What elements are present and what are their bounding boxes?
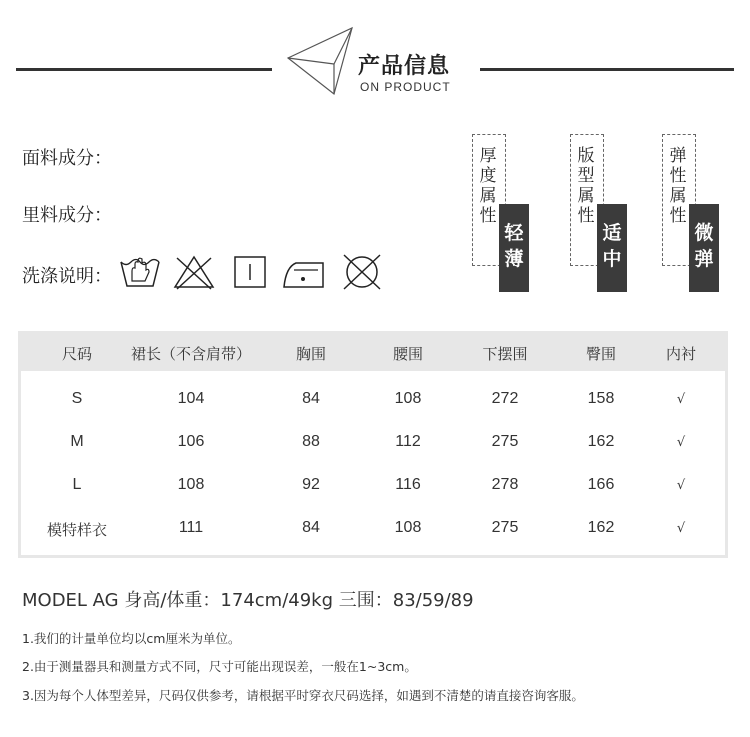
attribute-label: 弹性属性 [669, 146, 687, 226]
lining-label: 里料成分： [22, 205, 112, 226]
table-cell: S [71, 390, 83, 407]
table-cell: 模特样衣 [46, 521, 107, 539]
table-header-cell: 内衬 [665, 345, 696, 363]
table-cell: 116 [395, 476, 421, 493]
table-cell: √ [676, 478, 686, 493]
table-header-cell: 臀围 [585, 345, 616, 363]
triangle-logo-icon [282, 24, 358, 100]
table-cell: 275 [491, 433, 519, 450]
table-cell: 111 [178, 519, 204, 536]
low-iron-icon [282, 253, 326, 291]
attribute-label: 厚度属性 [479, 146, 497, 226]
table-cell: 108 [177, 476, 205, 493]
hand-wash-icon [118, 253, 162, 291]
table-cell: 88 [302, 433, 320, 450]
no-dry-clean-icon [340, 253, 384, 291]
table-cell: √ [676, 435, 686, 450]
table-cell: 275 [491, 519, 519, 536]
table-cell: 108 [394, 519, 422, 536]
size-table [18, 331, 728, 558]
table-cell: 162 [587, 519, 615, 536]
table-cell: 112 [395, 433, 421, 450]
table-cell: √ [676, 392, 686, 407]
attribute-value-badge: 适中 [597, 204, 627, 292]
table-header-cell: 尺码 [61, 345, 92, 363]
note-1: 1.我们的计量单位均以cm厘米为单位。 [22, 631, 241, 646]
fabric-label: 面料成分： [22, 148, 112, 169]
attribute-value-badge: 微弹 [689, 204, 719, 292]
table-cell: 278 [491, 476, 519, 493]
no-bleach-icon [172, 253, 216, 291]
note-2: 2.由于测量器具和测量方式不同，尺寸可能出现误差，一般在1~3cm。 [22, 659, 417, 674]
wash-label: 洗涤说明： [22, 266, 112, 287]
table-header-cell: 胸围 [295, 345, 326, 363]
section-subtitle: ON PRODUCT [360, 80, 451, 94]
table-cell: 84 [302, 519, 320, 536]
table-cell: M [70, 433, 84, 450]
attribute-label: 版型属性 [577, 146, 595, 226]
attribute-value-badge: 轻薄 [499, 204, 529, 292]
table-cell: 162 [587, 433, 615, 450]
header-divider-right [480, 68, 734, 71]
table-cell: 158 [587, 390, 615, 407]
table-cell: √ [676, 521, 686, 536]
table-cell: 84 [302, 390, 320, 407]
section-title: 产品信息 [358, 53, 451, 79]
model-info: MODEL AG 身高/体重：174cm/49kg 三围：83/59/89 [22, 590, 474, 611]
table-cell: 272 [491, 390, 519, 407]
table-cell: 106 [177, 433, 205, 450]
header-divider-left [16, 68, 272, 71]
table-cell: L [72, 476, 82, 493]
table-cell: 166 [587, 476, 615, 493]
table-header-cell: 下摆围 [482, 345, 528, 363]
table-header-cell: 裙长（不含肩带） [130, 345, 251, 363]
hang-dry-icon [230, 253, 274, 291]
table-header-cell: 腰围 [392, 345, 423, 363]
note-3: 3.因为每个人体型差异，尺码仅供参考，请根据平时穿衣尺码选择，如遇到不清楚的请直接咨询客服。 [22, 688, 584, 703]
table-cell: 104 [177, 390, 205, 407]
table-cell: 92 [302, 476, 320, 493]
table-cell: 108 [394, 390, 422, 407]
